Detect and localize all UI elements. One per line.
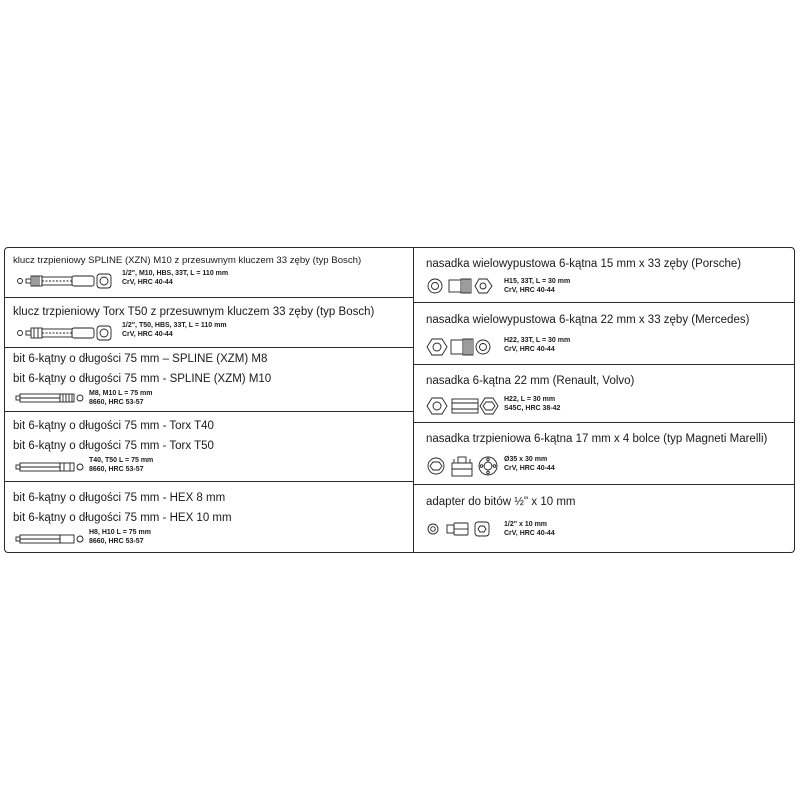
torx-bit-icon [15, 459, 85, 475]
right-column [413, 248, 794, 552]
item-title: nasadka wielowypustowa 6-kątna 22 mm x 33 zęby (Mercedes) [426, 314, 750, 326]
item-title: bit 6-kątny o długości 75 mm - Torx T50 [13, 440, 214, 452]
table-row [413, 365, 794, 423]
table-row [5, 298, 413, 348]
item-title: klucz trzpieniowy SPLINE (XZN) M10 z przesuwnym kluczem 33 zęby (typ Bosch) [13, 255, 362, 266]
table-row [413, 303, 794, 365]
item-spec: H22, 33T, L = 30 mm CrV, HRC 40-44 [504, 337, 571, 353]
item-title: bit 6-kątny o długości 75 mm - Torx T40 [13, 420, 214, 432]
table-row [5, 348, 413, 412]
table-row [413, 485, 794, 552]
item-spec: H22, L = 30 mm S45C, HRC 38-42 [504, 396, 561, 412]
spline-key-with-sliding-wrench-icon [15, 270, 115, 292]
table-row [5, 412, 413, 482]
item-title: bit 6-kątny o długości 75 mm – SPLINE (XZM) M8 [13, 353, 268, 365]
item-spec: Ø35 x 30 mm CrV, HRC 40-44 [504, 456, 555, 472]
item-title: bit 6-kątny o długości 75 mm - HEX 10 mm [13, 512, 232, 524]
item-title: nasadka wielowypustowa 6-kątna 15 mm x 33 zęby (Porsche) [426, 258, 742, 270]
hex-bit-icon [15, 531, 85, 547]
table-row [5, 248, 413, 298]
multipoint-socket-icon [427, 336, 502, 358]
item-title: klucz trzpieniowy Torx T50 z przesuwnym kluczem 33 zęby (typ Bosch) [13, 306, 375, 318]
table-row [413, 248, 794, 303]
item-title: bit 6-kątny o długości 75 mm - HEX 8 mm [13, 492, 226, 504]
pin-socket-icon [427, 453, 507, 479]
table-row [5, 482, 413, 552]
item-title: adapter do bitów ½'' x 10 mm [426, 496, 576, 508]
multipoint-socket-icon [427, 276, 502, 296]
item-spec: M8, M10 L = 75 mm 8660, HRC 53-57 [89, 390, 153, 406]
table-row [413, 423, 794, 485]
spline-bit-icon [15, 390, 85, 406]
hex-socket-icon [427, 395, 502, 417]
item-spec: 1/2" x 10 mm CrV, HRC 40-44 [504, 521, 555, 537]
item-spec: 1/2", T50, HBS, 33T, L = 110 mm CrV, HRC 40-44 [122, 322, 227, 338]
item-title: bit 6-kątny o długości 75 mm - SPLINE (XZM) M10 [13, 373, 272, 385]
item-spec: H15, 33T, L = 30 mm CrV, HRC 40-44 [504, 278, 571, 294]
item-spec: T40, T50 L = 75 mm 8660, HRC 53-57 [89, 457, 154, 473]
item-title: nasadka trzpieniowa 6-kątna 17 mm x 4 bolce (typ Magneti Marelli) [426, 433, 768, 445]
torx-key-with-sliding-wrench-icon [15, 322, 115, 344]
item-title: nasadka 6-kątna 22 mm (Renault, Volvo) [426, 375, 635, 387]
left-column [5, 248, 414, 552]
item-spec: 1/2", M10, HBS, 33T, L = 110 mm CrV, HRC 40-44 [122, 270, 229, 286]
item-spec: H8, H10 L = 75 mm 8660, HRC 53-57 [89, 529, 151, 545]
bit-adapter-icon [427, 519, 502, 539]
tool-set-table [4, 247, 795, 553]
